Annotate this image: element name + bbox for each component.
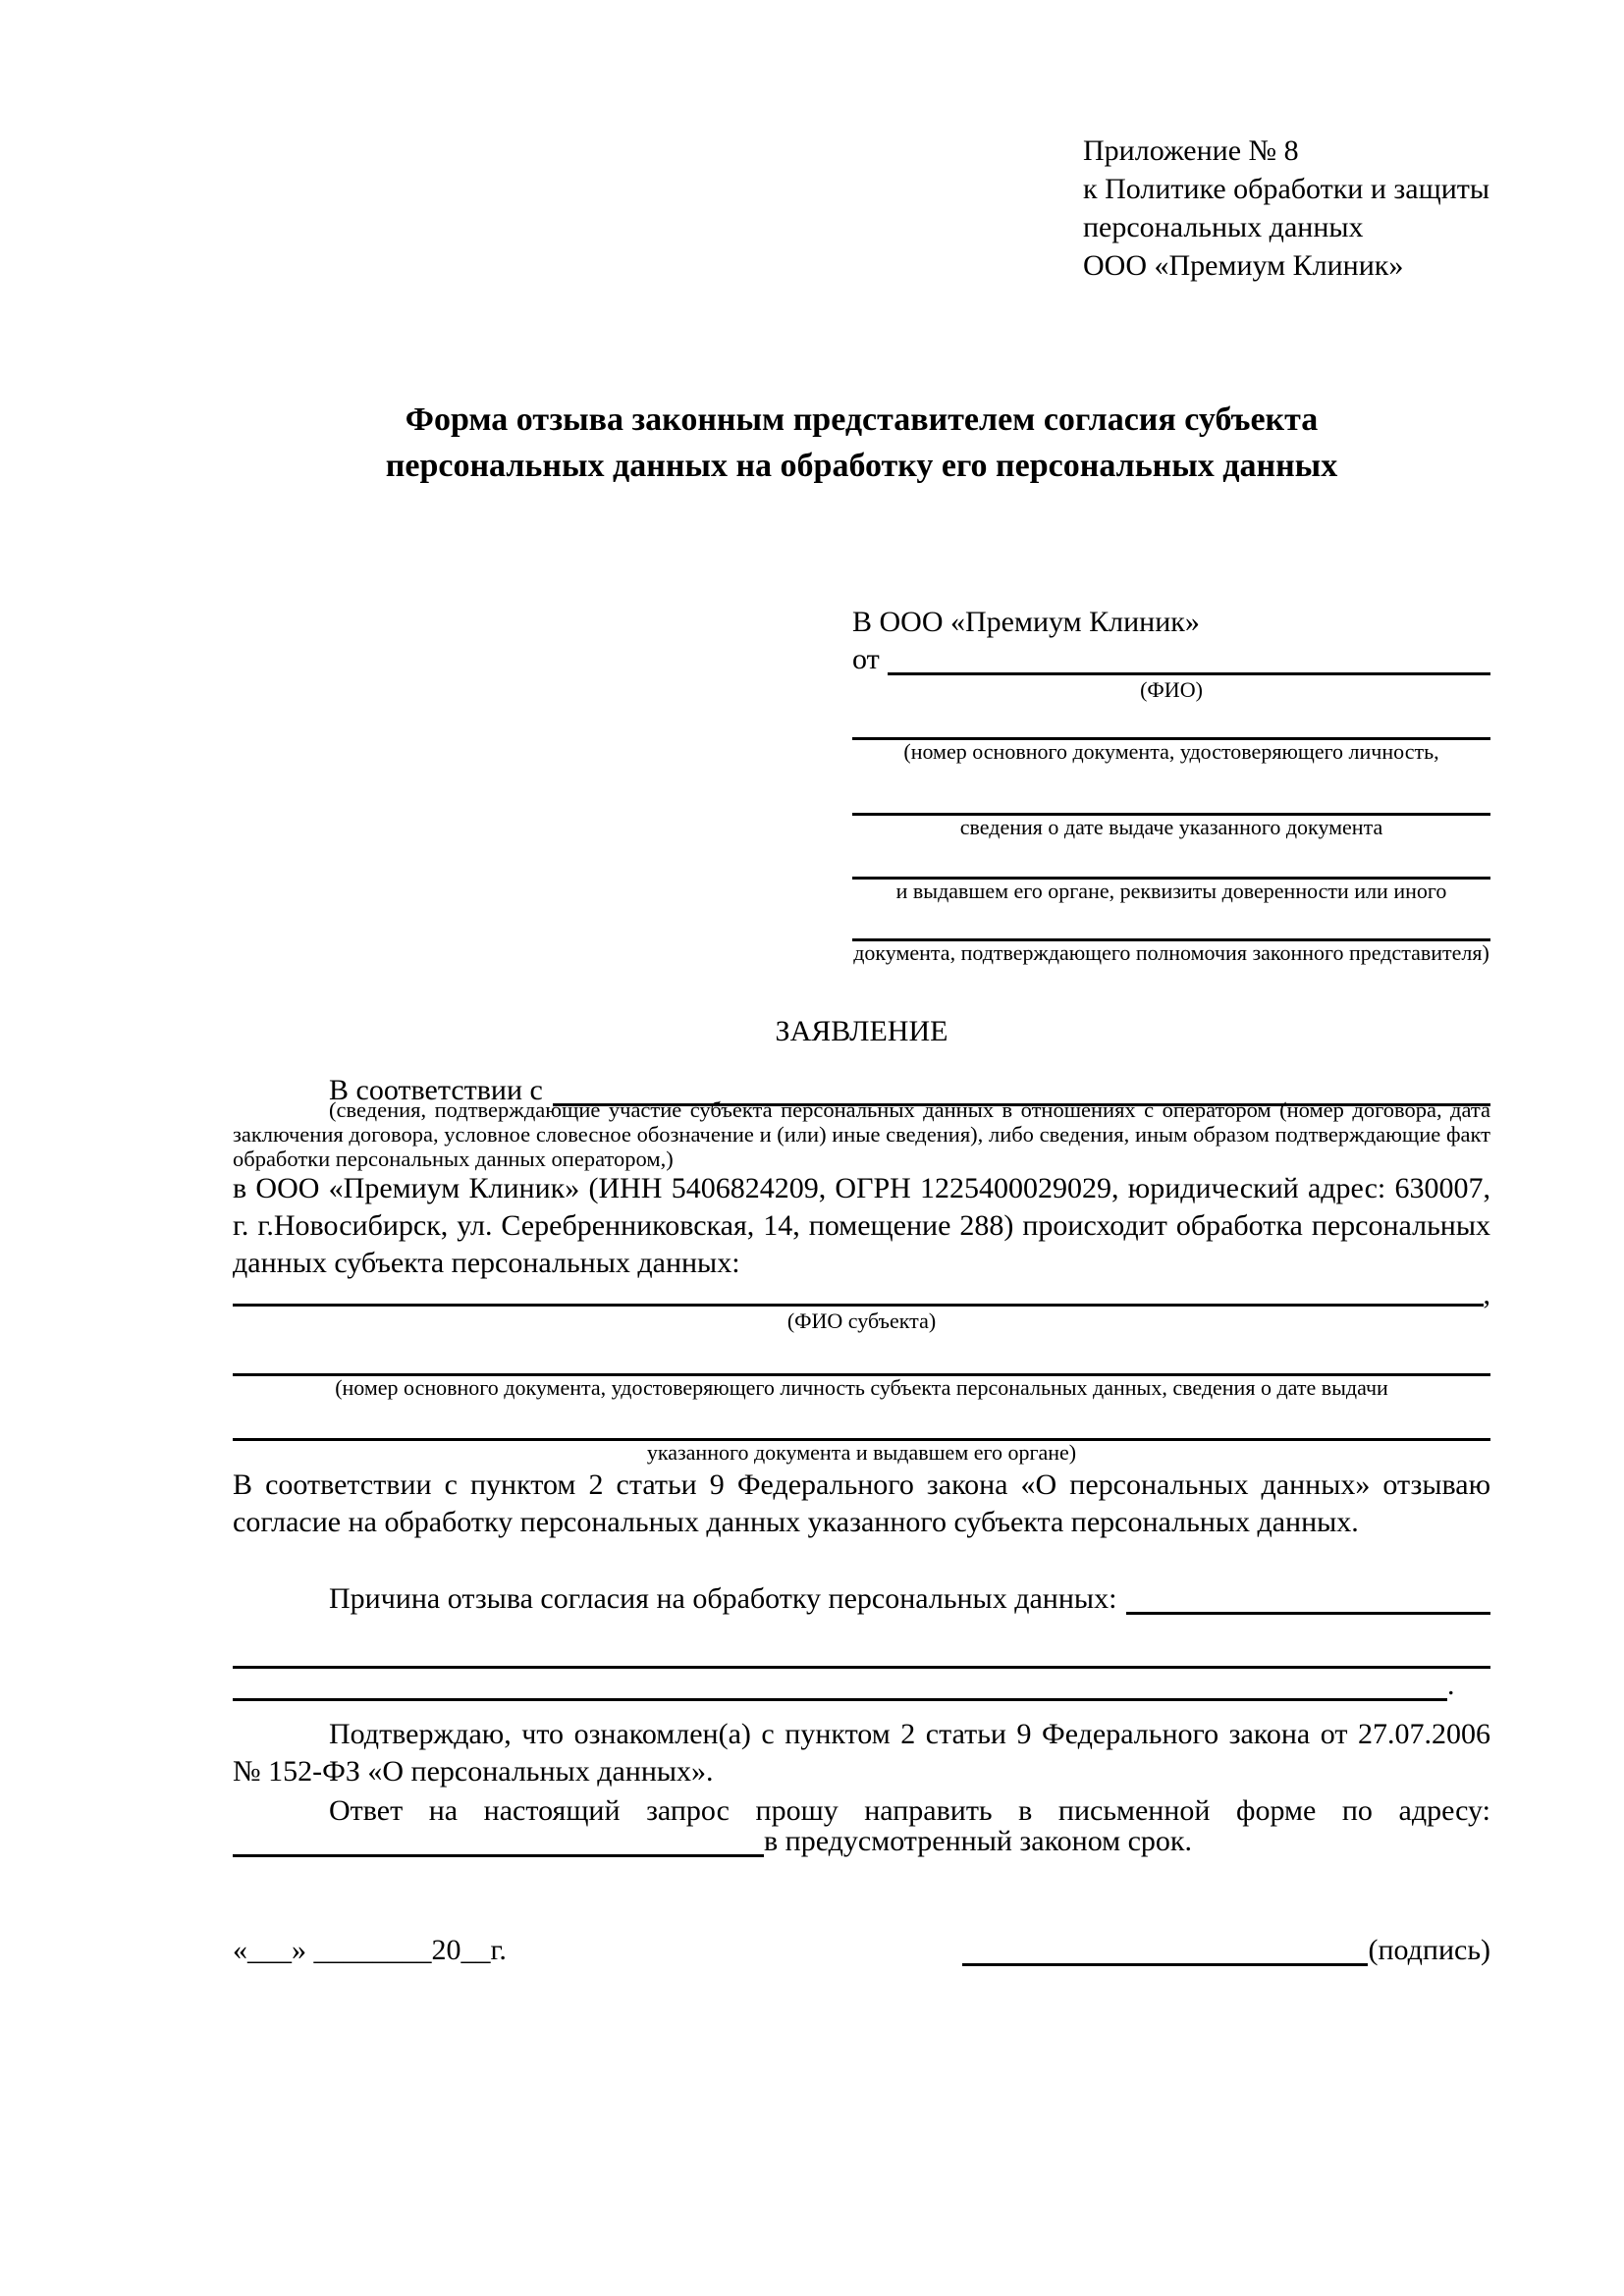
date-fill-text: «___» ________20__г.: [233, 1934, 507, 1966]
subject-document-fill-line: [233, 1333, 1490, 1376]
subject-document-caption-line-2: указанного документа и выдавшем его органе): [646, 1440, 1077, 1465]
reason-trailing-period: .: [1447, 1669, 1455, 1701]
signature-group: [962, 1932, 1490, 1969]
subject-document-caption-line-1: (номер основного документа, удостоверяющего личность субъекта персональных данных, сведения о дате выдачи: [335, 1375, 1388, 1400]
authority-confirming-document-fill-line: [852, 903, 1490, 941]
from-label: от: [852, 643, 880, 675]
document-title-line-1: Форма отзыва законным представителем согласия субъекта: [405, 401, 1319, 438]
reply-paragraph: Ответ на настоящий запрос прошу направить в письменной форме по адресу:: [329, 1794, 1490, 1827]
signature-fill-line: [962, 1963, 1368, 1966]
addressee-from-row: [852, 641, 1490, 678]
fio-caption: (ФИО): [1140, 677, 1203, 702]
issuing-authority-fill-line: [852, 839, 1490, 880]
appendix-header: [1083, 132, 1505, 285]
accordance-label: В соответствии с: [329, 1074, 543, 1106]
field-caption-issue-date: сведения о дате выдаче указанного документа: [959, 815, 1383, 839]
representative-name-fill-line: [888, 672, 1490, 675]
reply-address-row: [233, 1825, 1490, 1860]
confirmation-paragraph: Подтверждаю, что ознакомлен(а) с пунктом 2 статьи 9 Федерального закона от 27.07.2006 № 152-ФЗ «О персональных данных».: [233, 1718, 1490, 1788]
subject-fio-caption: (ФИО субъекта): [786, 1308, 937, 1333]
field-caption-authority-document: документа, подтверждающего полномочия законного представителя): [853, 940, 1489, 965]
subject-block: [233, 1278, 1490, 1465]
appendix-header-line: Приложение № 8: [1083, 134, 1299, 167]
reason-label: Причина отзыва согласия на обработку персональных данных:: [329, 1582, 1117, 1615]
reason-row: [233, 1580, 1490, 1618]
representative-document-fill-line: [852, 702, 1490, 740]
document-title-line-2: персональных данных на обработку его персональных данных: [385, 448, 1338, 484]
operator-paragraph: в ООО «Премиум Клиник» (ИНН 5406824209, ОГРН 1225400029029, юридический адрес: 630007, г. г.Новосибирск, ул. Серебренниковская, 14, помещение 288) происходит обработка персональных данных субъекта персональных данных:: [233, 1172, 1490, 1279]
subject-name-fill-line: [233, 1304, 1484, 1307]
withdrawal-paragraph: В соответствии с пунктом 2 статьи 9 Федерального закона «О персональных данных» отзываю согласие на обработку персональных данных указанного субъекта персональных данных.: [233, 1468, 1490, 1538]
reason-fill-line: [1126, 1612, 1490, 1615]
footer-row: [233, 1934, 1490, 1969]
statement-heading: ЗАЯВЛЕНИЕ: [775, 1015, 948, 1047]
subject-document-authority-fill-line: [233, 1400, 1490, 1441]
reason-continuation-row-2: [233, 1669, 1490, 1704]
document-issue-date-fill-line: [852, 764, 1490, 816]
reason-continuation-fill-line-1: [233, 1618, 1490, 1669]
signature-caption: (подпись): [1368, 1934, 1490, 1966]
addressee-to-line: В ООО «Премиум Клиник»: [852, 606, 1200, 638]
field-caption-document-number: (номер основного документа, удостоверяющего личность,: [903, 739, 1439, 764]
appendix-header-line: ООО «Премиум Клиник»: [1083, 249, 1404, 282]
reason-continuation-fill-line-2: [233, 1698, 1447, 1701]
appendix-header-line: персональных данных: [1083, 211, 1364, 243]
basis-caption: (сведения, подтверждающие участие субъекта персональных данных в отношениях с оператором (номер договора, дата заключения договора, условное словесное обозначение и (или) иные сведения), либо сведения, иным образом подтверждающие факт обработки персональных данных оператором,): [233, 1097, 1490, 1171]
field-caption-issuing-authority: и выдавшем его органе, реквизиты доверенности или иного: [895, 879, 1447, 903]
appendix-header-line: к Политике обработки и защиты: [1083, 173, 1490, 205]
document-title: [233, 397, 1490, 489]
subject-name-row: [233, 1278, 1490, 1310]
reply-address-fill-line: [233, 1854, 764, 1857]
reply-tail-text: в предусмотренный законом срок.: [764, 1825, 1192, 1857]
addressee-block: [852, 604, 1490, 965]
subject-name-trailing-comma: ,: [1483, 1278, 1490, 1310]
